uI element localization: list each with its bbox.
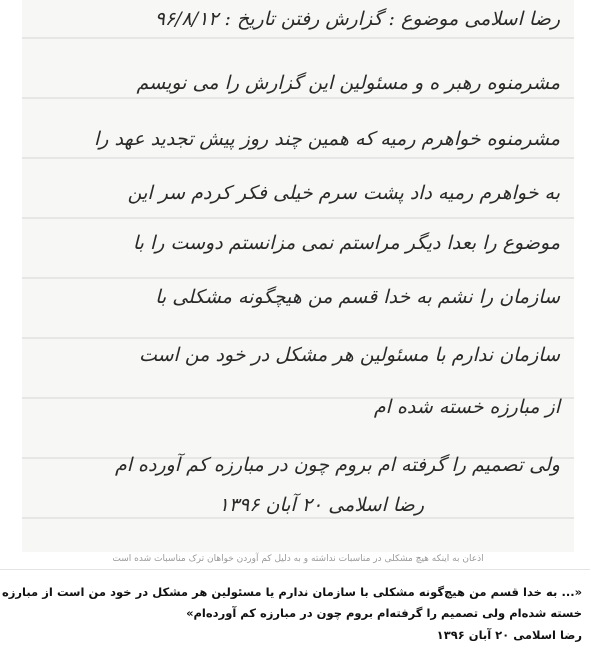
letter-line-8: ولی تصمیم را گرفته ام بروم چون در مبارزه کم آورده ام (114, 454, 560, 476)
photo-caption: اذعان به اینکه هیچ مشکلی در مناسبات نداشته و به دلیل کم آوردن خواهان ترک مناسبات شده است (112, 554, 484, 564)
letter-signature: رضا اسلامی ۲۰ آبان ۱۳۹۶ (218, 494, 424, 516)
letter-line-7: از مبارزه خسته شده ام (373, 396, 560, 418)
quote-signature: رضا اسلامی ۲۰ آبان ۱۳۹۶ (436, 628, 582, 642)
letter-header: رضا اسلامی موضوع : گزارش رفتن تاریخ : ۹۶/۸/۱۲ (154, 8, 560, 30)
letter-line-5: سازمان را نشم به خدا قسم من هیچگونه مشکلی با (155, 286, 560, 308)
letter-line-4: موضوع را بعدا دیگر مراستم نمی مزانستم دوست را با (132, 232, 560, 254)
letter-line-1: مشرمنوه رهبر ه و مسئولین این گزارش را می نویسم (136, 72, 560, 94)
letter-line-6: سازمان ندارم با مسئولین هر مشکل در خود من است (138, 344, 560, 366)
divider (0, 569, 590, 570)
handwritten-letter-photo (22, 0, 574, 552)
letter-line-2: مشرمنوه خواهرم رمیه که همین چند روز پیش تجدید عهد را (93, 128, 560, 150)
quote-text: «... به خدا قسم من هیچ‌گونه مشکلی با سازمان ندارم یا مسئولین هر مشکل در خود من است از مبارزه خسته شده‌ام ولی تصمیم را گرفته‌ام بروم چون در مبارزه کم آورده‌ام» (2, 585, 582, 620)
letter-line-3: به خواهرم رمیه داد پشت سرم خیلی فکر کردم سر این (127, 182, 560, 204)
